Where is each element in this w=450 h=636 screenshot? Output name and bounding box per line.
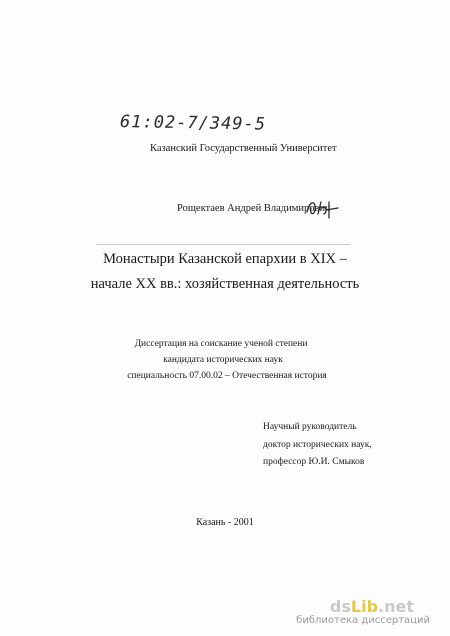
university-name: Казанский Государственный Университет (150, 143, 337, 154)
logo-accent: Lib (350, 597, 379, 616)
supervisor-line-1: Научный руководитель (263, 422, 357, 432)
logo-prefix: ds (329, 597, 351, 616)
city-year: Казань - 2001 (196, 517, 254, 528)
supervisor-line-2: доктор исторических наук, (263, 440, 372, 450)
logo-suffix: .net (378, 597, 414, 616)
dslib-subtitle: библиотека диссертаций (296, 615, 430, 626)
degree-line-3: специальность 07.00.02 – Отечественная история (127, 371, 327, 381)
degree-line-1: Диссертация на соискание ученой степени (134, 339, 308, 349)
dissertation-title-line-2: начале XX вв.: хозяйственная деятельность (90, 276, 360, 292)
dslib-logo[interactable] (330, 597, 414, 616)
divider-line (96, 244, 350, 245)
degree-line-2: кандидата исторических наук (163, 355, 283, 365)
handwritten-archive-number: 61:02-7/349-5 (119, 112, 267, 135)
author-name: Рощектаев Андрей Владимирович (177, 203, 331, 214)
dissertation-title-line-1: Монастыри Казанской епархии в XIX – (103, 251, 347, 267)
signature-mark (304, 194, 344, 220)
supervisor-line-3: профессор Ю.И. Смыков (263, 457, 365, 467)
